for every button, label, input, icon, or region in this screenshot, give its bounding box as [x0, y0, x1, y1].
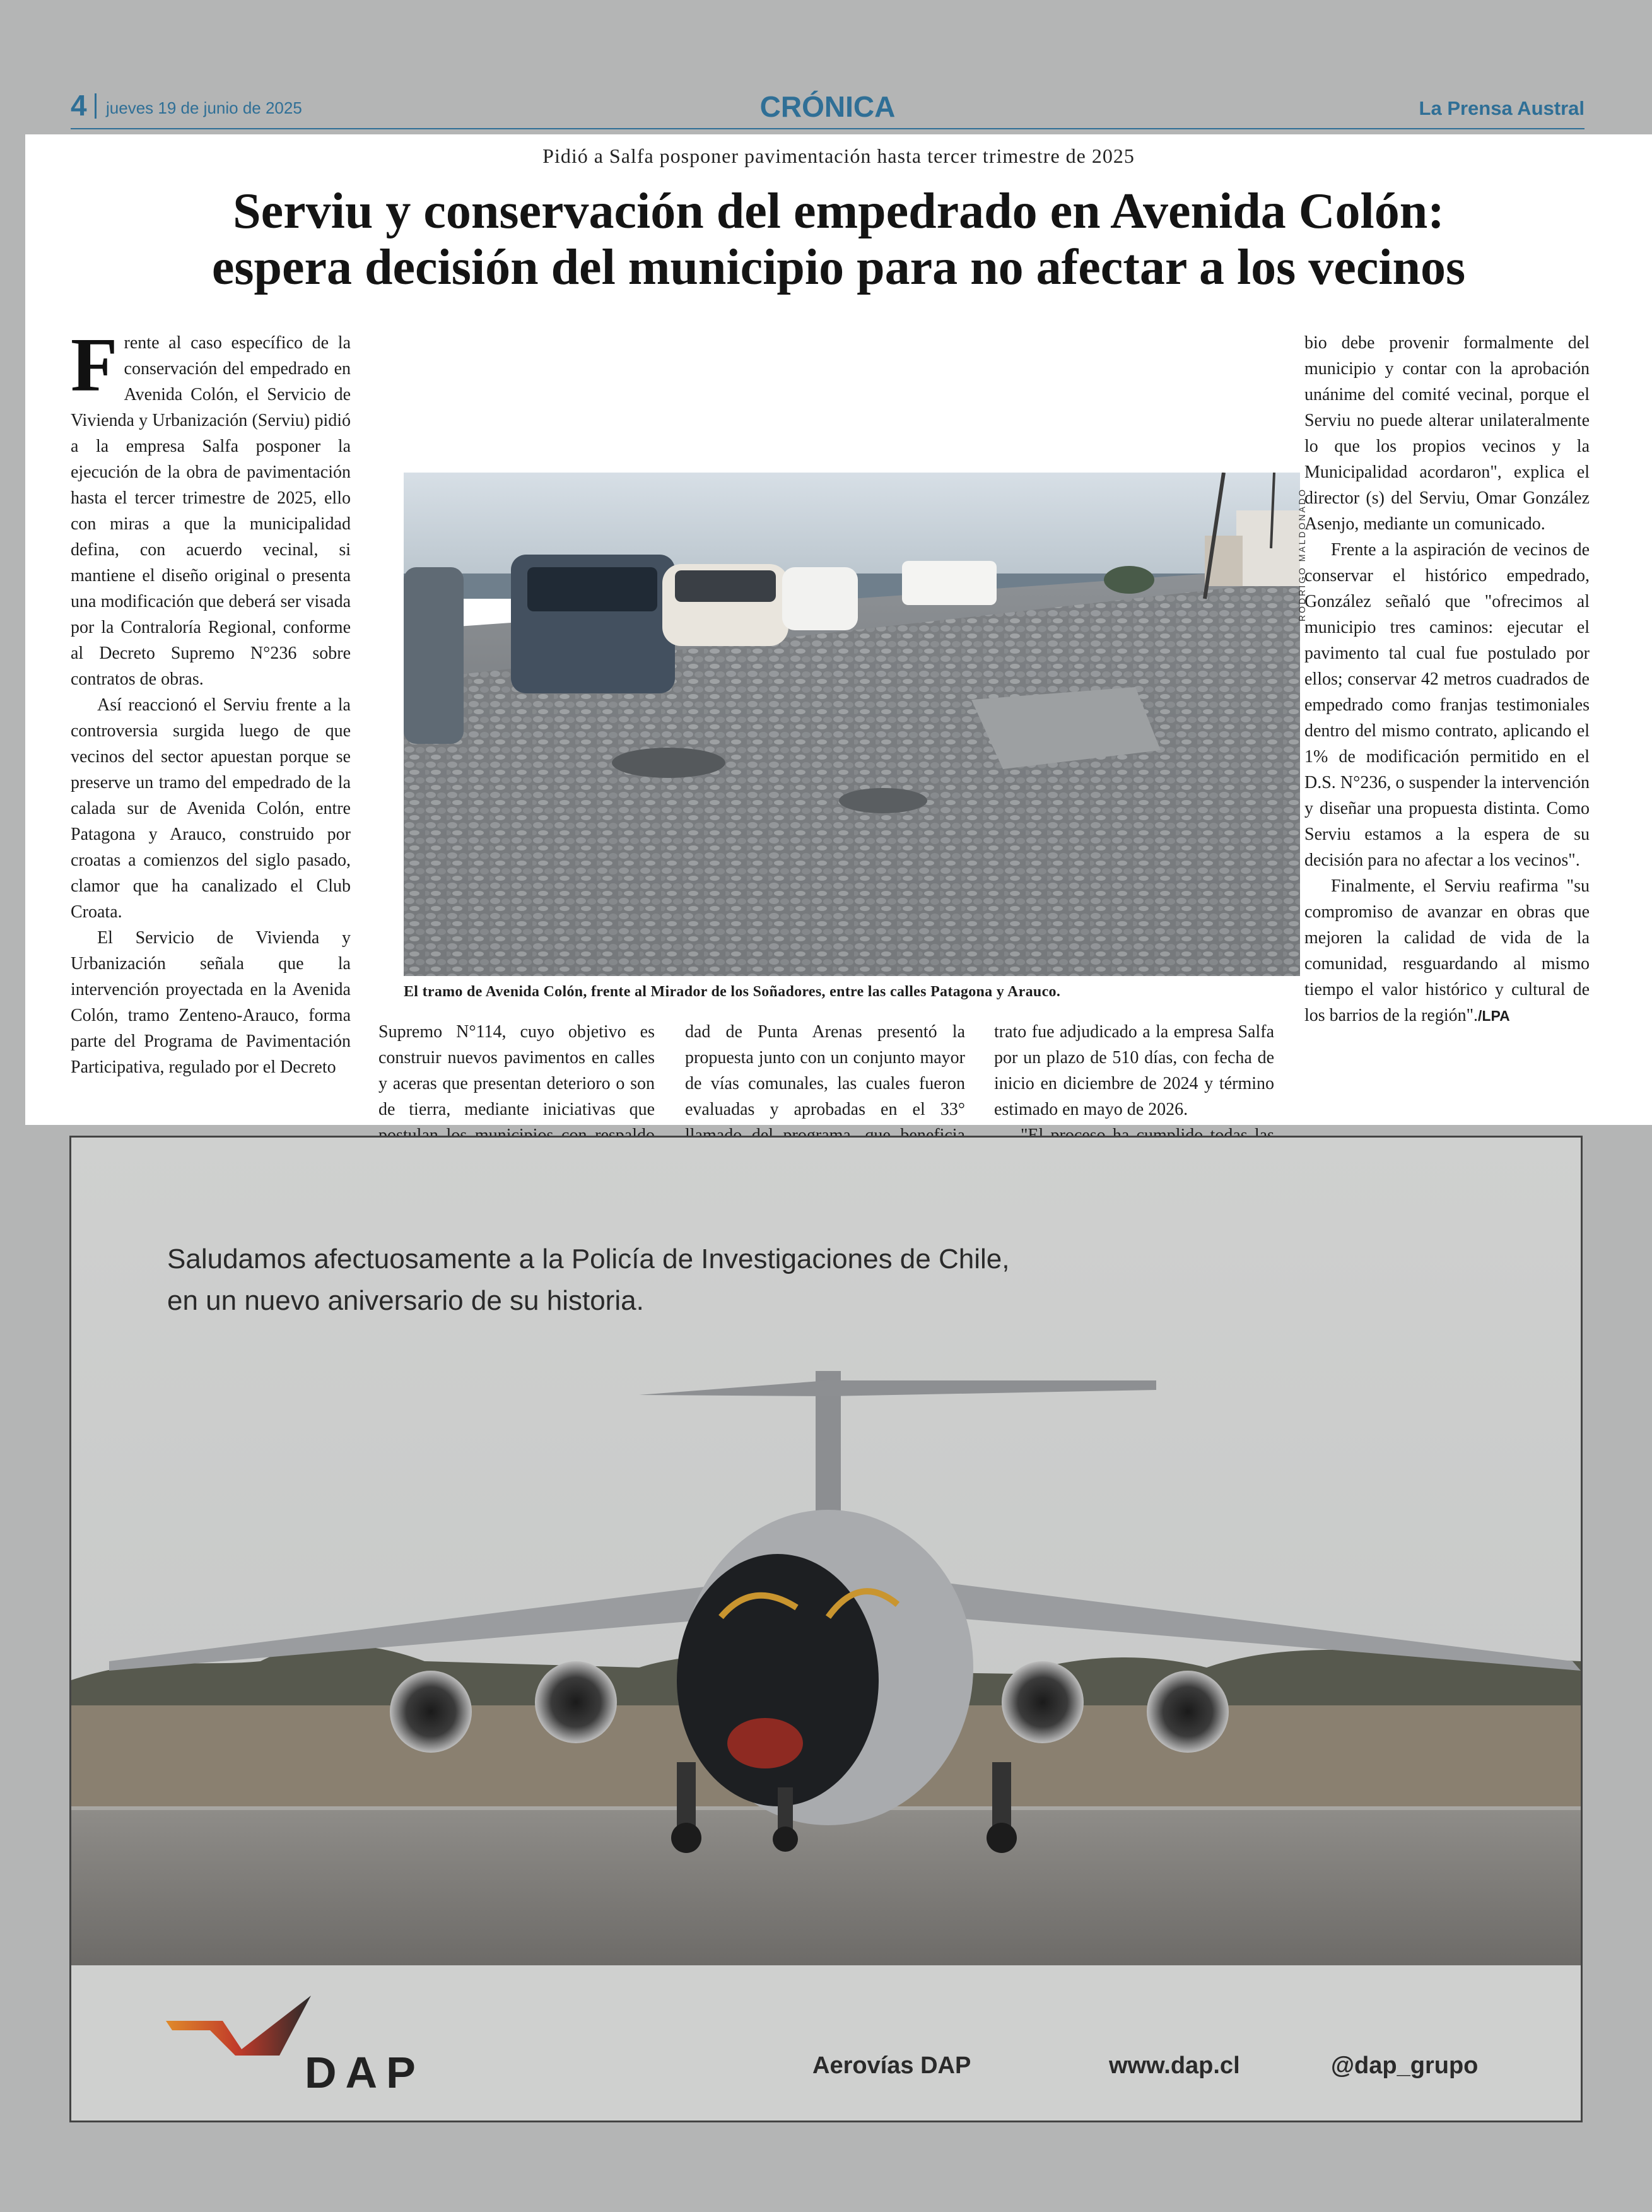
paragraph: [71, 322, 351, 692]
drop-cap: F: [71, 322, 118, 408]
headline-line-2: espera decisión del municipio para no afectar a los vecinos: [211, 239, 1466, 295]
article-column-5: [1304, 330, 1590, 1029]
paragraph: Frente a la aspiración de vecinos de conservar el histórico empedrado, González señaló que "ofrecimos al municipio tres caminos: ejecutar el pavimento tal cual fue postulado por ellos; conservar 42 metros cuadrados de empedrado como franjas testimoniales dentro del mismo contrato, aplicando el 1% de modificación permitido en el D.S. N°236, o suspender la intervención y diseñar una propuesta distinta. Como Serviu estamos a la espera de su decisión para no afectar a los vecinos".: [1304, 540, 1590, 870]
paragraph: Supremo N°114, cuyo objetivo es construir nuevos pavimentos en calles y aceras que presentan deterioro o son de tierra, mediante iniciativas que: [378, 1022, 655, 1119]
paragraph: trato fue adjudicado a la empresa Salfa por un plazo de 510 días, con fecha de inicio en diciembre de 2024 y término estimado en mayo de 2026.: [994, 1022, 1274, 1119]
paragraph: dad de Punta Arenas presentó la propuesta junto con un conjunto mayor de vías comunales, las cuales fueron evaluadas y aprobadas en el 33°: [685, 1022, 965, 1119]
page-number: 4: [71, 89, 87, 122]
cobblestone-street-photo: [404, 473, 1300, 976]
article-kicker: Pidió a Salfa posponer pavimentación hasta tercer trimestre de 2025: [542, 144, 1135, 167]
ad-greeting-line-2: en un nuevo aniversario de su historia.: [167, 1285, 644, 1316]
photo-caption: El tramo de Avenida Colón, frente al Mirador de los Soñadores, entre las calles Patagona y Arauco.: [404, 984, 1061, 1000]
paragraph: El Servicio de Vivienda y Urbanización señala que la intervención proyectada en la Avenida Colón, tramo Zenteno-Arauco, forma parte del Programa de Pavimentación Participativa, regulado por el Decreto: [71, 928, 351, 1077]
article-column-1: [71, 322, 351, 1080]
dap-logo-text: DAP: [305, 2048, 425, 2097]
page-header: [71, 88, 1585, 130]
paragraph: [1304, 873, 1590, 1029]
headline-line-1: Serviu y conservación del empedrado en Avenida Colón:: [233, 184, 1444, 239]
ad-social-handle[interactable]: @dap_grupo: [1331, 2052, 1479, 2079]
paragraph-text: rente al caso específico de la conservación del empedrado en Avenida Colón, el Servicio de Vivienda y Urbanización (Serviu) pidió a la empresa Salfa posponer la ejecución de la obra de pavimentación hasta el tercer trimestre de 2025, ello con miras a que la municipalidad defina, con acuerdo vecinal, si mantiene el diseño original o presenta una modificación que deberá ser visada por la Contraloría Regional, conforme al Decreto Supremo N°236 sobre contratos de obras.: [71, 333, 351, 689]
paragraph: Así reaccionó el Serviu frente a la controversia surgida luego de que vecinos del sector apuestan porque se preserve un tramo del empedrado de la calada sur de Avenida Colón, entre Patagona y Arauco, construido por croatas a comienzos del siglo pasado, clamor que ha canalizado el Club Croata.: [71, 695, 351, 922]
article-headline: [25, 184, 1652, 296]
ad-greeting-line-1: Saludamos afectuosamente a la Policía de Investigaciones de Chile,: [167, 1244, 1010, 1274]
photo-credit-text: RODRIGO MALDONADO: [1297, 488, 1307, 622]
page-date: jueves 19 de junio de 2025: [106, 98, 302, 117]
paragraph: bio debe provenir formalmente del municipio y contar con la aprobación unánime del comité vecinal, porque el Serviu no puede alterar unilateralmente lo que los propios vecinos y la Municipalidad acordaron", explica el director (s) del Serviu, Omar González Asenjo, mediante un comunicado.: [1304, 333, 1590, 534]
ad-website[interactable]: www.dap.cl: [1109, 2052, 1240, 2079]
article: [25, 134, 1652, 1125]
paragraph-text: Finalmente, el Serviu reafirma "su compromiso de avanzar en obras que mejoren la calidad de vida de la comunidad, resguardando al mismo tiempo el valor histórico y cultural de los barrios de la región".: [1304, 876, 1590, 1025]
header-rule: [71, 128, 1585, 129]
dap-logo-icon: [166, 1996, 317, 2059]
article-signature: /LPA: [1478, 1008, 1510, 1024]
ad-company: Aerovías DAP: [812, 2052, 971, 2079]
dap-advertisement: [69, 1136, 1583, 2122]
article-photo: [404, 473, 1300, 976]
ad-greeting: [167, 1238, 1009, 1322]
publication-name: La Prensa Austral: [1419, 97, 1585, 119]
section-title: CRÓNICA: [759, 90, 896, 123]
